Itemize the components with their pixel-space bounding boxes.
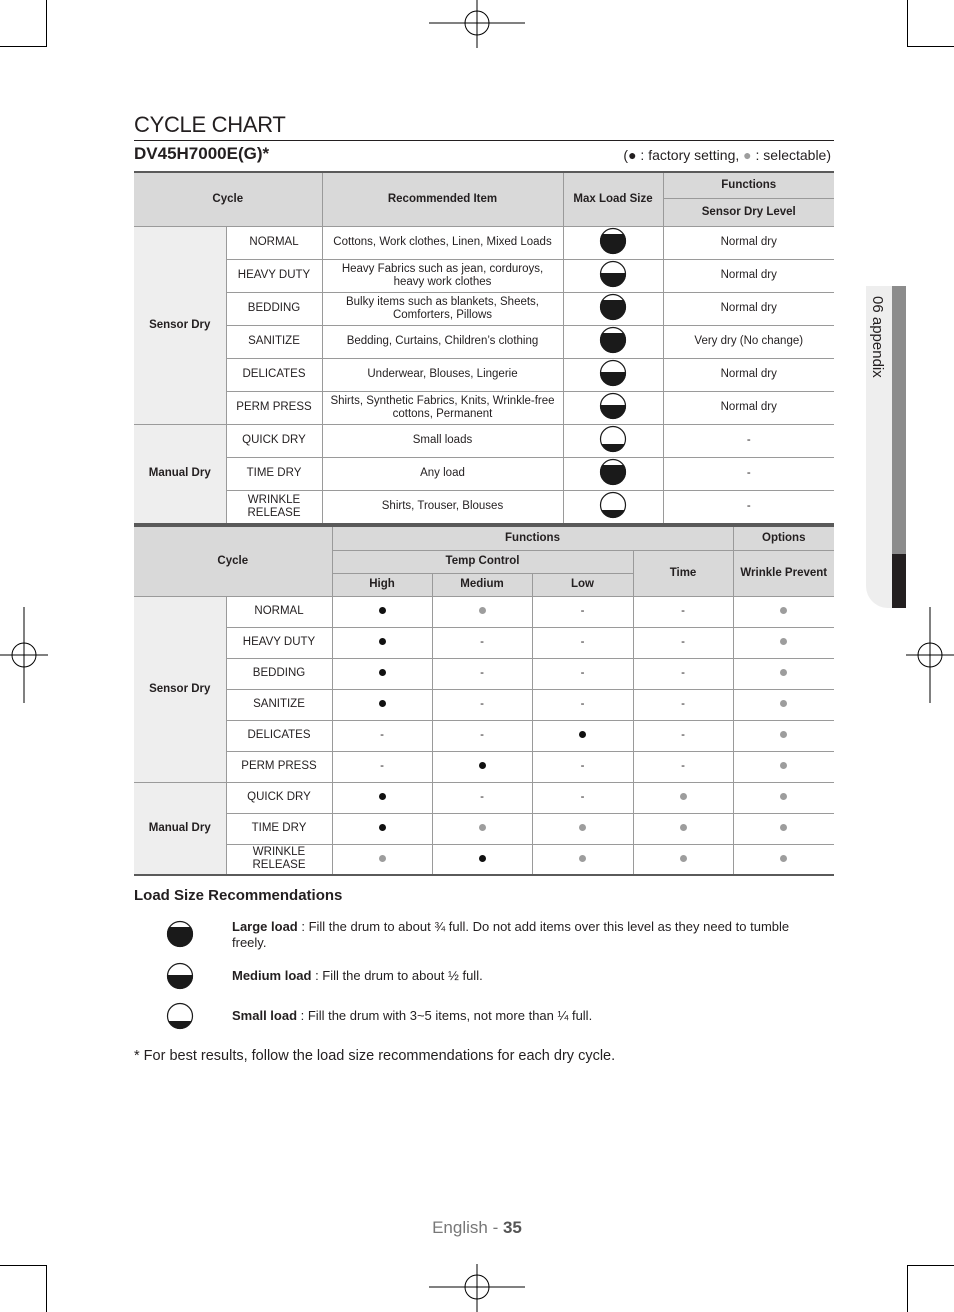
group-sensor-dry: Sensor Dry xyxy=(134,226,226,424)
table-row xyxy=(134,358,834,391)
crop-mark xyxy=(907,0,908,47)
time-cell: - xyxy=(633,751,733,782)
temp-high-cell xyxy=(332,627,432,658)
sensor-dry-level: Normal dry xyxy=(663,358,834,391)
page-title: CYCLE CHART xyxy=(134,112,286,137)
header-low: Low xyxy=(532,573,633,596)
selectable-dot-icon xyxy=(780,762,787,769)
recommended-item: Any load xyxy=(322,457,563,490)
recommended-item: Heavy Fabrics such as jean, corduroys, heavy work clothes xyxy=(322,259,563,292)
header-options: Options xyxy=(733,526,834,550)
large-load-icon xyxy=(166,920,194,953)
max-load-size xyxy=(563,292,663,325)
small-load-row xyxy=(232,1008,812,1024)
temp-low-cell: - xyxy=(532,689,633,720)
factory-dot-icon xyxy=(379,700,386,707)
cycle-name: PERM PRESS xyxy=(226,751,332,782)
time-cell: - xyxy=(633,720,733,751)
wrinkle-prevent-cell xyxy=(733,751,834,782)
selectable-dot-icon xyxy=(680,824,687,831)
crop-mark xyxy=(907,46,954,47)
temp-medium-cell xyxy=(432,844,532,875)
temp-medium-cell xyxy=(432,751,532,782)
temp-medium-cell: - xyxy=(432,720,532,751)
header-temp-control: Temp Control xyxy=(332,550,633,573)
time-cell: - xyxy=(633,689,733,720)
cycle-name: SANITIZE xyxy=(226,325,322,358)
large-load-label: Large load xyxy=(232,919,298,934)
cycle-name: WRINKLE RELEASE xyxy=(226,490,322,524)
crop-mark xyxy=(907,1265,954,1266)
sensor-dry-level: Normal dry xyxy=(663,226,834,259)
factory-dot-icon xyxy=(379,793,386,800)
cycle-name: BEDDING xyxy=(226,658,332,689)
large-load-text: : Fill the drum to about ¾ full. Do not add items over this level as they need to tumble freely. xyxy=(232,919,790,950)
medium-load-icon xyxy=(599,260,627,288)
factory-dot-icon xyxy=(479,855,486,862)
temp-medium-cell: - xyxy=(432,782,532,813)
sensor-dry-level: Very dry (No change) xyxy=(663,325,834,358)
cycle-name: NORMAL xyxy=(226,226,322,259)
table-row xyxy=(134,259,834,292)
table-row xyxy=(134,292,834,325)
cycle-name: BEDDING xyxy=(226,292,322,325)
recommended-item: Small loads xyxy=(322,424,563,457)
temp-low-cell xyxy=(532,813,633,844)
recommended-item: Bulky items such as blankets, Sheets, Comforters, Pillows xyxy=(322,292,563,325)
cycle-table-load xyxy=(134,171,834,525)
selectable-dot-icon xyxy=(680,855,687,862)
sensor-dry-level: - xyxy=(663,490,834,524)
registration-mark xyxy=(906,607,954,703)
cycle-name: QUICK DRY xyxy=(226,782,332,813)
factory-dot-icon xyxy=(379,824,386,831)
page-footer xyxy=(0,1218,954,1238)
group-manual-dry: Manual Dry xyxy=(134,782,226,875)
temp-medium-cell xyxy=(432,813,532,844)
selectable-dot-icon xyxy=(780,700,787,707)
large-load-icon xyxy=(599,227,627,255)
time-cell xyxy=(633,844,733,875)
header-functions: Functions xyxy=(663,172,834,198)
temp-high-cell xyxy=(332,844,432,875)
registration-mark xyxy=(429,1264,525,1312)
table-row xyxy=(134,844,834,875)
small-load-icon xyxy=(166,1002,194,1030)
title-divider xyxy=(134,140,834,141)
selectable-dot-icon xyxy=(479,607,486,614)
temp-high-cell xyxy=(332,813,432,844)
large-load-icon xyxy=(599,458,627,486)
temp-low-cell: - xyxy=(532,751,633,782)
temp-low-cell: - xyxy=(532,596,633,627)
table-row xyxy=(134,226,834,259)
crop-mark xyxy=(907,1265,908,1312)
large-load-icon xyxy=(166,920,194,948)
registration-mark xyxy=(429,0,525,48)
factory-dot-icon xyxy=(379,607,386,614)
selectable-dot-icon xyxy=(780,824,787,831)
table-row xyxy=(134,325,834,358)
medium-load-label: Medium load xyxy=(232,968,312,983)
header-functions: Functions xyxy=(332,526,733,550)
table-row xyxy=(134,813,834,844)
medium-load-text: : Fill the drum to about ½ full. xyxy=(311,968,483,983)
max-load-size xyxy=(563,358,663,391)
cycle-name: HEAVY DUTY xyxy=(226,259,322,292)
page-number: 35 xyxy=(502,1218,522,1237)
cycle-name: TIME DRY xyxy=(226,813,332,844)
table-row xyxy=(134,720,834,751)
selectable-dot-icon xyxy=(379,855,386,862)
legend-factory-text: : factory setting, xyxy=(636,147,740,163)
medium-load-icon xyxy=(166,962,194,990)
cycle-name: SANITIZE xyxy=(226,689,332,720)
time-cell: - xyxy=(633,627,733,658)
recommended-item: Underwear, Blouses, Lingerie xyxy=(322,358,563,391)
time-cell: - xyxy=(633,658,733,689)
table-row xyxy=(134,596,834,627)
load-size-title: Load Size Recommendations xyxy=(134,887,343,904)
header-max-load: Max Load Size xyxy=(563,172,663,226)
table-row xyxy=(134,457,834,490)
recommended-item: Bedding, Curtains, Children’s clothing xyxy=(322,325,563,358)
selectable-dot-icon xyxy=(780,731,787,738)
factory-dot-icon xyxy=(379,669,386,676)
sensor-dry-level: Normal dry xyxy=(663,292,834,325)
table-row xyxy=(134,490,834,524)
cycle-name: HEAVY DUTY xyxy=(226,627,332,658)
max-load-size xyxy=(563,391,663,424)
selectable-dot-icon xyxy=(780,638,787,645)
footnote: * For best results, follow the load size recommendations for each dry cycle. xyxy=(134,1048,616,1064)
wrinkle-prevent-cell xyxy=(733,720,834,751)
table-row xyxy=(134,391,834,424)
selectable-dot-icon xyxy=(579,855,586,862)
small-load-icon xyxy=(599,491,627,519)
medium-load-icon xyxy=(599,392,627,420)
header-cycle: Cycle xyxy=(134,172,322,226)
group-sensor-dry: Sensor Dry xyxy=(134,596,226,782)
selectable-dot-icon xyxy=(680,793,687,800)
recommended-item: Shirts, Trouser, Blouses xyxy=(322,490,563,524)
model-name: DV45H7000E(G)* xyxy=(134,144,270,163)
large-load-icon xyxy=(599,326,627,354)
wrinkle-prevent-cell xyxy=(733,782,834,813)
sensor-dry-level: Normal dry xyxy=(663,391,834,424)
table-row xyxy=(134,658,834,689)
factory-dot-icon xyxy=(479,762,486,769)
side-tab-bar-active xyxy=(892,554,906,608)
recommended-item: Cottons, Work clothes, Linen, Mixed Loads xyxy=(322,226,563,259)
max-load-size xyxy=(563,424,663,457)
wrinkle-prevent-cell xyxy=(733,813,834,844)
cycle-name: WRINKLE RELEASE xyxy=(226,844,332,875)
wrinkle-prevent-cell xyxy=(733,844,834,875)
max-load-size xyxy=(563,259,663,292)
crop-mark xyxy=(46,0,47,47)
temp-high-cell xyxy=(332,658,432,689)
time-cell xyxy=(633,813,733,844)
temp-low-cell: - xyxy=(532,782,633,813)
temp-high-cell: - xyxy=(332,751,432,782)
time-cell xyxy=(633,782,733,813)
cycle-name: PERM PRESS xyxy=(226,391,322,424)
cycle-name: TIME DRY xyxy=(226,457,322,490)
table-row xyxy=(134,782,834,813)
temp-low-cell: - xyxy=(532,627,633,658)
header-medium: Medium xyxy=(432,573,532,596)
temp-high-cell xyxy=(332,596,432,627)
cycle-name: QUICK DRY xyxy=(226,424,322,457)
wrinkle-prevent-cell xyxy=(733,658,834,689)
table-row xyxy=(134,751,834,782)
header-recommended-item: Recommended Item xyxy=(322,172,563,226)
medium-load-icon xyxy=(166,962,194,995)
side-tab-label: 06 appendix xyxy=(869,296,886,378)
crop-mark xyxy=(0,46,47,47)
header-sensor-dry-level: Sensor Dry Level xyxy=(663,198,834,226)
max-load-size xyxy=(563,226,663,259)
temp-high-cell: - xyxy=(332,720,432,751)
legend-open: ( xyxy=(623,147,629,163)
temp-high-cell xyxy=(332,689,432,720)
wrinkle-prevent-cell xyxy=(733,596,834,627)
header-wrinkle-prevent: Wrinkle Prevent xyxy=(733,550,834,596)
factory-dot-icon xyxy=(379,638,386,645)
temp-medium-cell: - xyxy=(432,627,532,658)
recommended-item: Shirts, Synthetic Fabrics, Knits, Wrinkle-free cottons, Permanent xyxy=(322,391,563,424)
table-row xyxy=(134,424,834,457)
small-load-icon xyxy=(599,425,627,453)
max-load-size xyxy=(563,325,663,358)
cycle-table-functions xyxy=(134,525,834,876)
max-load-size xyxy=(563,457,663,490)
cycle-name: NORMAL xyxy=(226,596,332,627)
crop-mark xyxy=(46,1265,47,1312)
legend-selectable-text: : selectable) xyxy=(751,147,831,163)
max-load-size xyxy=(563,490,663,524)
selectable-dot-icon xyxy=(479,824,486,831)
temp-low-cell: - xyxy=(532,658,633,689)
wrinkle-prevent-cell xyxy=(733,627,834,658)
sensor-dry-level: - xyxy=(663,424,834,457)
table-row xyxy=(134,689,834,720)
temp-low-cell xyxy=(532,844,633,875)
large-load-row xyxy=(232,919,812,951)
factory-dot-icon: ● xyxy=(628,147,637,163)
temp-low-cell xyxy=(532,720,633,751)
table-row xyxy=(134,627,834,658)
footer-language: English - xyxy=(432,1218,503,1237)
legend xyxy=(623,147,831,163)
registration-mark xyxy=(0,607,48,703)
selectable-dot-icon xyxy=(780,793,787,800)
time-cell: - xyxy=(633,596,733,627)
crop-mark xyxy=(0,1265,47,1266)
selectable-dot-icon: ● xyxy=(743,147,752,163)
temp-high-cell xyxy=(332,782,432,813)
sensor-dry-level: Normal dry xyxy=(663,259,834,292)
selectable-dot-icon xyxy=(780,855,787,862)
large-load-icon xyxy=(599,293,627,321)
sensor-dry-level: - xyxy=(663,457,834,490)
selectable-dot-icon xyxy=(579,824,586,831)
header-time: Time xyxy=(633,550,733,596)
temp-medium-cell: - xyxy=(432,689,532,720)
header-high: High xyxy=(332,573,432,596)
selectable-dot-icon xyxy=(780,607,787,614)
wrinkle-prevent-cell xyxy=(733,689,834,720)
cycle-name: DELICATES xyxy=(226,720,332,751)
medium-load-row xyxy=(232,968,812,984)
small-load-text: : Fill the drum with 3~5 items, not more than ¼ full. xyxy=(297,1008,593,1023)
cycle-name: DELICATES xyxy=(226,358,322,391)
factory-dot-icon xyxy=(579,731,586,738)
temp-medium-cell: - xyxy=(432,658,532,689)
selectable-dot-icon xyxy=(780,669,787,676)
small-load-icon xyxy=(166,1002,194,1035)
small-load-label: Small load xyxy=(232,1008,298,1023)
temp-medium-cell xyxy=(432,596,532,627)
header-cycle: Cycle xyxy=(134,526,332,596)
group-manual-dry: Manual Dry xyxy=(134,424,226,524)
medium-load-icon xyxy=(599,359,627,387)
